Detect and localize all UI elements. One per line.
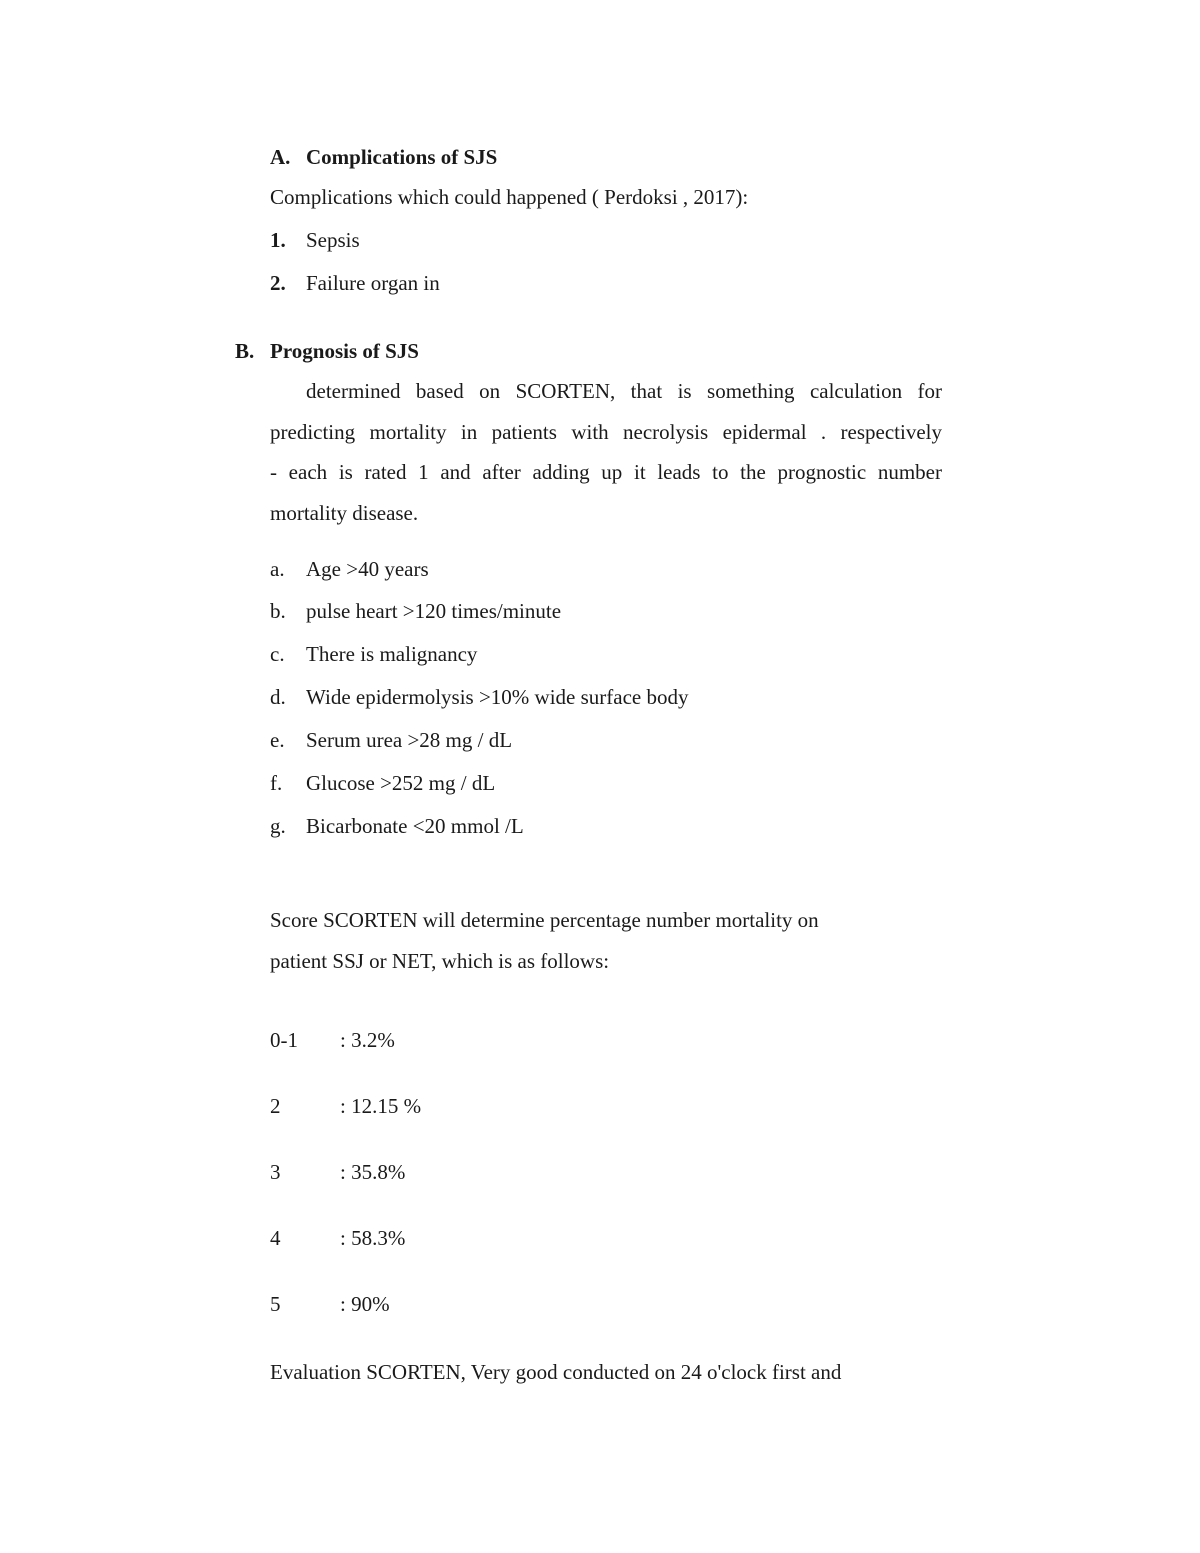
criteria-item: Bicarbonate <20 mmol /L: [306, 814, 524, 838]
paragraph-line: determined based on SCORTEN, that is something calculation for: [306, 379, 942, 403]
evaluation-line: Evaluation SCORTEN, Very good conducted on 24 o'clock first and: [270, 1360, 842, 1384]
section-a-title: Complications of SJS: [306, 145, 498, 169]
criteria-marker: a.: [270, 557, 285, 581]
paragraph-line: predicting mortality in patients with necrolysis epidermal . respectively: [270, 420, 942, 444]
score-value: : 58.3%: [340, 1226, 406, 1250]
criteria-marker: d.: [270, 685, 286, 709]
section-a-intro: Complications which could happened ( Perdoksi , 2017):: [270, 185, 749, 209]
section-a-marker: A.: [270, 145, 291, 169]
score-value: : 3.2%: [340, 1028, 395, 1052]
score-key: 2: [270, 1094, 281, 1118]
score-value: : 35.8%: [340, 1160, 406, 1184]
criteria-item: pulse heart >120 times/minute: [306, 599, 562, 623]
score-intro-line: Score SCORTEN will determine percentage number mortality on: [270, 908, 819, 932]
criteria-marker: g.: [270, 814, 286, 838]
score-intro-line: patient SSJ or NET, which is as follows:: [270, 949, 610, 973]
list-item: Failure organ in: [306, 271, 440, 295]
criteria-item: Serum urea >28 mg / dL: [306, 728, 513, 752]
score-value: : 90%: [340, 1292, 390, 1316]
score-key: 4: [270, 1226, 281, 1250]
paragraph-line: - each is rated 1 and after adding up it leads to the prognostic number: [270, 460, 942, 484]
criteria-item: Wide epidermolysis >10% wide surface body: [306, 685, 689, 709]
list-item: Sepsis: [306, 228, 360, 252]
criteria-marker: b.: [270, 599, 286, 623]
criteria-marker: e.: [270, 728, 285, 752]
criteria-marker: f.: [270, 771, 283, 795]
section-b-marker: B.: [235, 339, 255, 363]
score-value: : 12.15 %: [340, 1094, 422, 1118]
section-b-title: Prognosis of SJS: [270, 339, 419, 363]
score-key: 5: [270, 1292, 281, 1316]
criteria-item: Age >40 years: [306, 557, 429, 581]
criteria-item: Glucose >252 mg / dL: [306, 771, 496, 795]
score-key: 3: [270, 1160, 281, 1184]
criteria-marker: c.: [270, 642, 285, 666]
score-key: 0-1: [270, 1028, 298, 1052]
paragraph-line: mortality disease.: [270, 501, 419, 525]
criteria-item: There is malignancy: [306, 642, 478, 666]
list-marker: 2.: [270, 271, 286, 295]
list-marker: 1.: [270, 228, 286, 252]
